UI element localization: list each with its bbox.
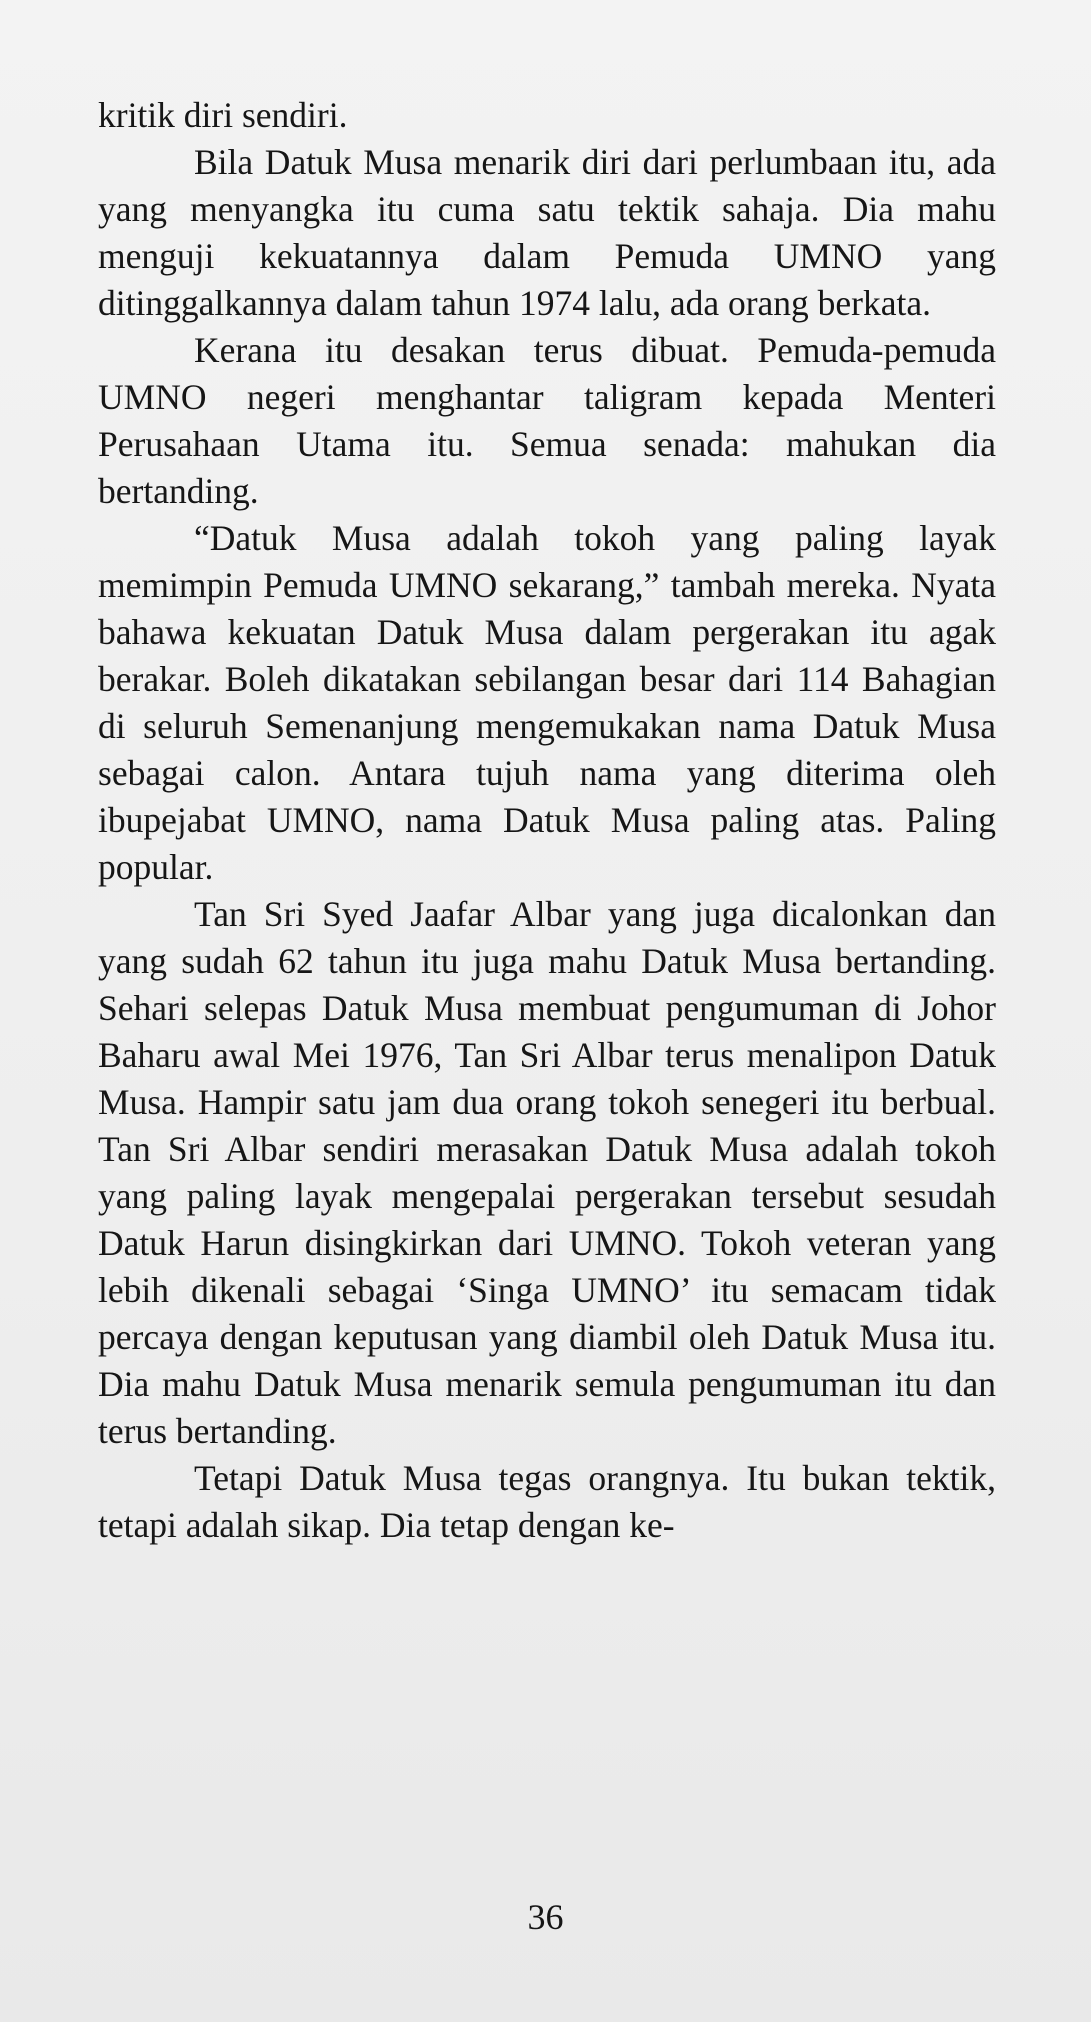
page-number: 36 xyxy=(527,1897,564,1937)
paragraph-6: Tetapi Datuk Musa tegas orangnya. Itu bukan tektik, tetapi adalah sikap. Dia tetap dengan ke- xyxy=(98,1458,996,1545)
paragraph-5: Tan Sri Syed Jaafar Albar yang juga dicalonkan dan yang sudah 62 tahun itu juga mahu Datuk Musa bertanding. Sehari selepas Datuk Musa membuat pengumuman di Johor Baharu awal Mei 1976, Tan Sri Albar terus menalipon Datuk Musa. Hampir satu jam dua orang tokoh senegeri itu berbual. Tan Sri Albar sendiri merasakan Datuk Musa adalah tokoh yang paling layak mengepalai pergerakan tersebut sesudah Datuk Harun disingkirkan dari UMNO. Tokoh veteran yang lebih dikenali sebagai ‘Singa UMNO’ itu semacam tidak percaya dengan keputusan yang diambil oleh Datuk Musa itu. Dia mahu Datuk Musa menarik semula pengumuman itu dan terus bertanding. xyxy=(98,894,996,1451)
paragraph-1: kritik diri sendiri. xyxy=(98,95,348,135)
paragraph-4: “Datuk Musa adalah tokoh yang paling layak memimpin Pemuda UMNO sekarang,” tambah mereka. Nyata bahawa kekuatan Datuk Musa dalam pergerakan itu agak berakar. Boleh dikatakan sebilangan besar dari 114 Bahagian di seluruh Semenanjung mengemukakan nama Datuk Musa sebagai calon. Antara tujuh nama yang diterima oleh ibupejabat UMNO, nama Datuk Musa paling atas. Paling popular. xyxy=(98,518,996,887)
body-text xyxy=(98,92,996,1549)
paragraph-2: Bila Datuk Musa menarik diri dari perlumbaan itu, ada yang menyangka itu cuma satu tektik sahaja. Dia mahu menguji kekuatannya dalam Pemuda UMNO yang ditinggalkannya dalam tahun 1974 lalu, ada orang berkata. xyxy=(98,142,996,323)
paragraph-3: Kerana itu desakan terus dibuat. Pemuda-pemuda UMNO negeri menghantar taligram kepada Menteri Perusahaan Utama itu. Semua senada: mahukan dia bertanding. xyxy=(98,330,996,511)
